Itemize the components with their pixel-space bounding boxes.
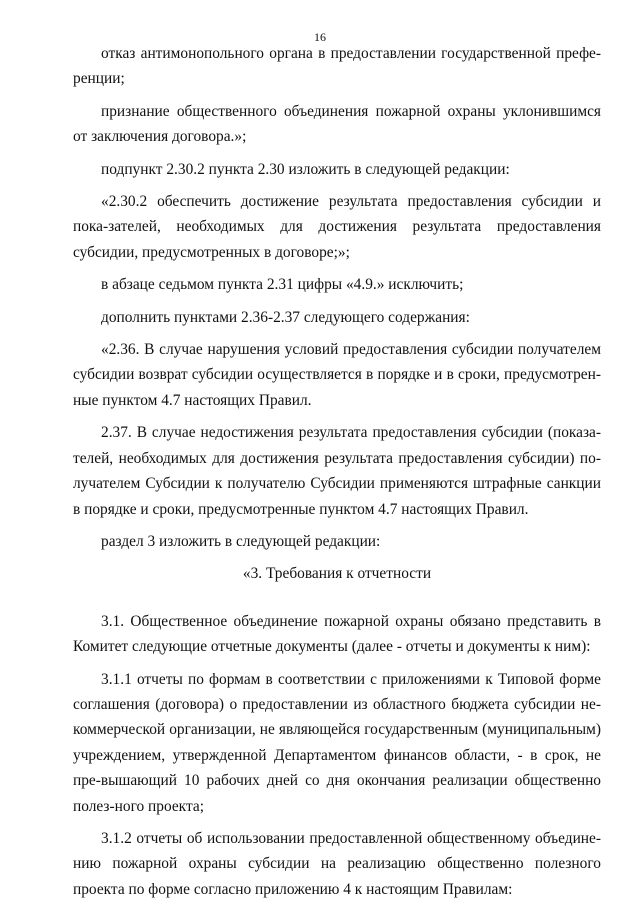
document-body (73, 41, 601, 909)
paragraph: 3.1.1 отчеты по формам в соответствии с приложениями к Типовой форме соглашения (договора) о предоставлении из областного бюджета субсидии не-коммерческой организации, не являющейся государственным (муниципальным) учреждением, утвержденной Департаментом финансов области, - в срок, не пре-вышающий 10 рабочих дней со дня окончания реализации общественно полез-ного проекта; (73, 670, 601, 815)
paragraph: отказ антимонопольного органа в предоставлении государственной префе-ренции; (73, 45, 601, 88)
paragraph: «2.36. В случае нарушения условий предоставления субсидии получателем субсидии возврат субсидии осуществляется в порядке и в сроки, предусмотрен-ные пунктом 4.7 настоящих Правил. (73, 341, 601, 409)
section-heading: «3. Требования к отчетности (242, 565, 432, 583)
paragraph: 2.37. В случае недостижения результата предоставления субсидии (показа-телей, необходимых для достижения результата предоставления субсидии) по-лучателем Субсидии к получателю Субсидии применяются штрафные санкции в порядке и сроки, предусмотренные пунктом 4.7 настоящих Правил. (73, 424, 601, 518)
paragraph: признание общественного объединения пожарной охраны уклонившимся от заключения договора.»; (73, 102, 601, 146)
paragraph: дополнить пунктами 2.36-2.37 следующего содержания: (101, 308, 470, 326)
page-number: 16 (314, 30, 326, 44)
paragraph: в абзаце седьмом пункта 2.31 цифры «4.9.» исключить; (101, 276, 464, 294)
paragraph: «2.30.2 обеспечить достижение результата предоставления субсидии и пока-зателей, необходимых для достижения результата предоставления субсидии, предусмотренных в договоре;»; (73, 193, 601, 261)
paragraph: раздел 3 изложить в следующей редакции: (101, 532, 381, 550)
paragraph: 3.1.2 отчеты об использовании предоставленной общественному объедине-нию пожарной охраны субсидии на реализацию общественно полезного проекта по форме согласно приложению 4 к настоящим Правилам: (73, 829, 601, 898)
paragraph: подпункт 2.30.2 пункта 2.30 изложить в следующей редакции: (101, 160, 510, 178)
paragraph: 3.1. Общественное объединение пожарной охраны обязано представить в Комитет следующие отчетные документы (далее - отчеты и документы к ним): (73, 612, 601, 656)
